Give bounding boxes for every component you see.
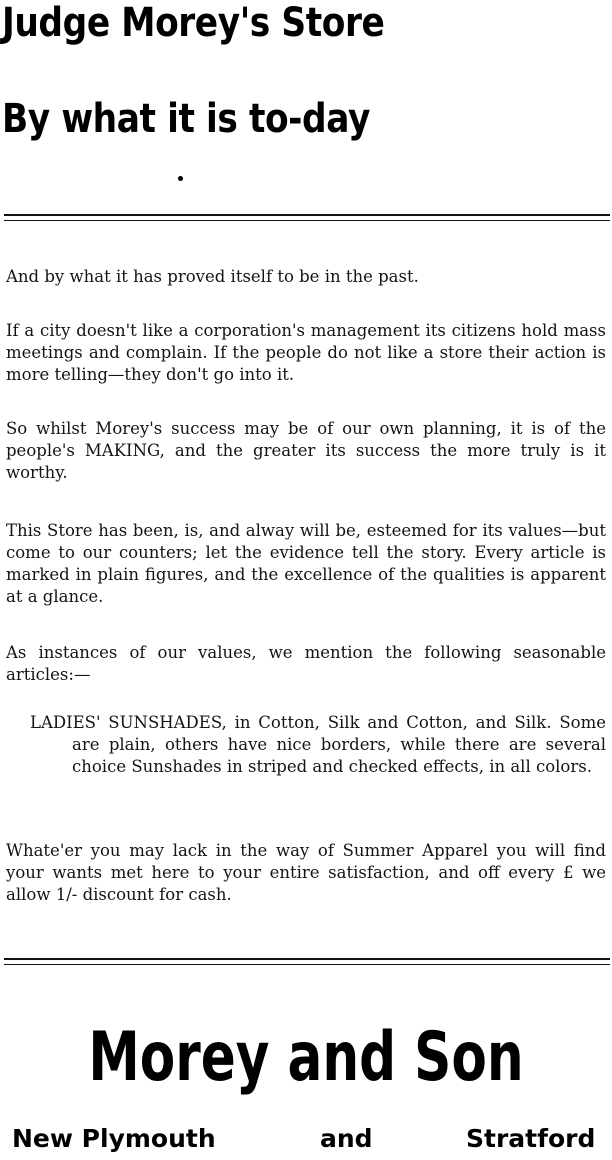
success-paragraph: So whilst Morey's success may be of our own planning, it is of the people's MAKING, and the greater its success the more truly is it worthy. [6,419,606,482]
store-subheading: By what it is to-day [2,96,370,142]
sunshades-paragraph: LADIES' SUNSHADES, in Cotton, Silk and Cotton, and Silk. Some are plain, others have nice borders, while there are several choice Sunshades in striped and checked effects, in all colors. [30,713,606,776]
bottom-divider-rule [4,958,610,965]
city-paragraph: If a city doesn't like a corporation's management its citizens hold mass meetings and complain. If the people do not like a store their action is more telling—they don't go into it. [6,321,606,384]
location-stratford: Stratford [466,1124,596,1153]
location-new-plymouth: New Plymouth [12,1124,216,1153]
company-name: Morey and Son [88,1018,524,1097]
intro-paragraph: And by what it has proved itself to be in the past. [6,267,419,286]
location-conjunction: and [320,1124,373,1153]
values-paragraph: This Store has been, is, and alway will be, esteemed for its values—but come to our counters; let the evidence tell the story. Every article is marked in plain figures, and the excellence of the qualities is apparent at a glance. [6,521,606,606]
top-divider-rule [4,214,610,221]
ornament-dot [178,176,183,181]
instances-paragraph: As instances of our values, we mention the following seasonable articles:— [6,643,606,684]
store-heading: Judge Morey's Store [2,0,385,46]
apparel-paragraph: Whate'er you may lack in the way of Summer Apparel you will find your wants met here to your entire satisfaction, and off every £ we allow 1/- discount for cash. [6,841,606,904]
